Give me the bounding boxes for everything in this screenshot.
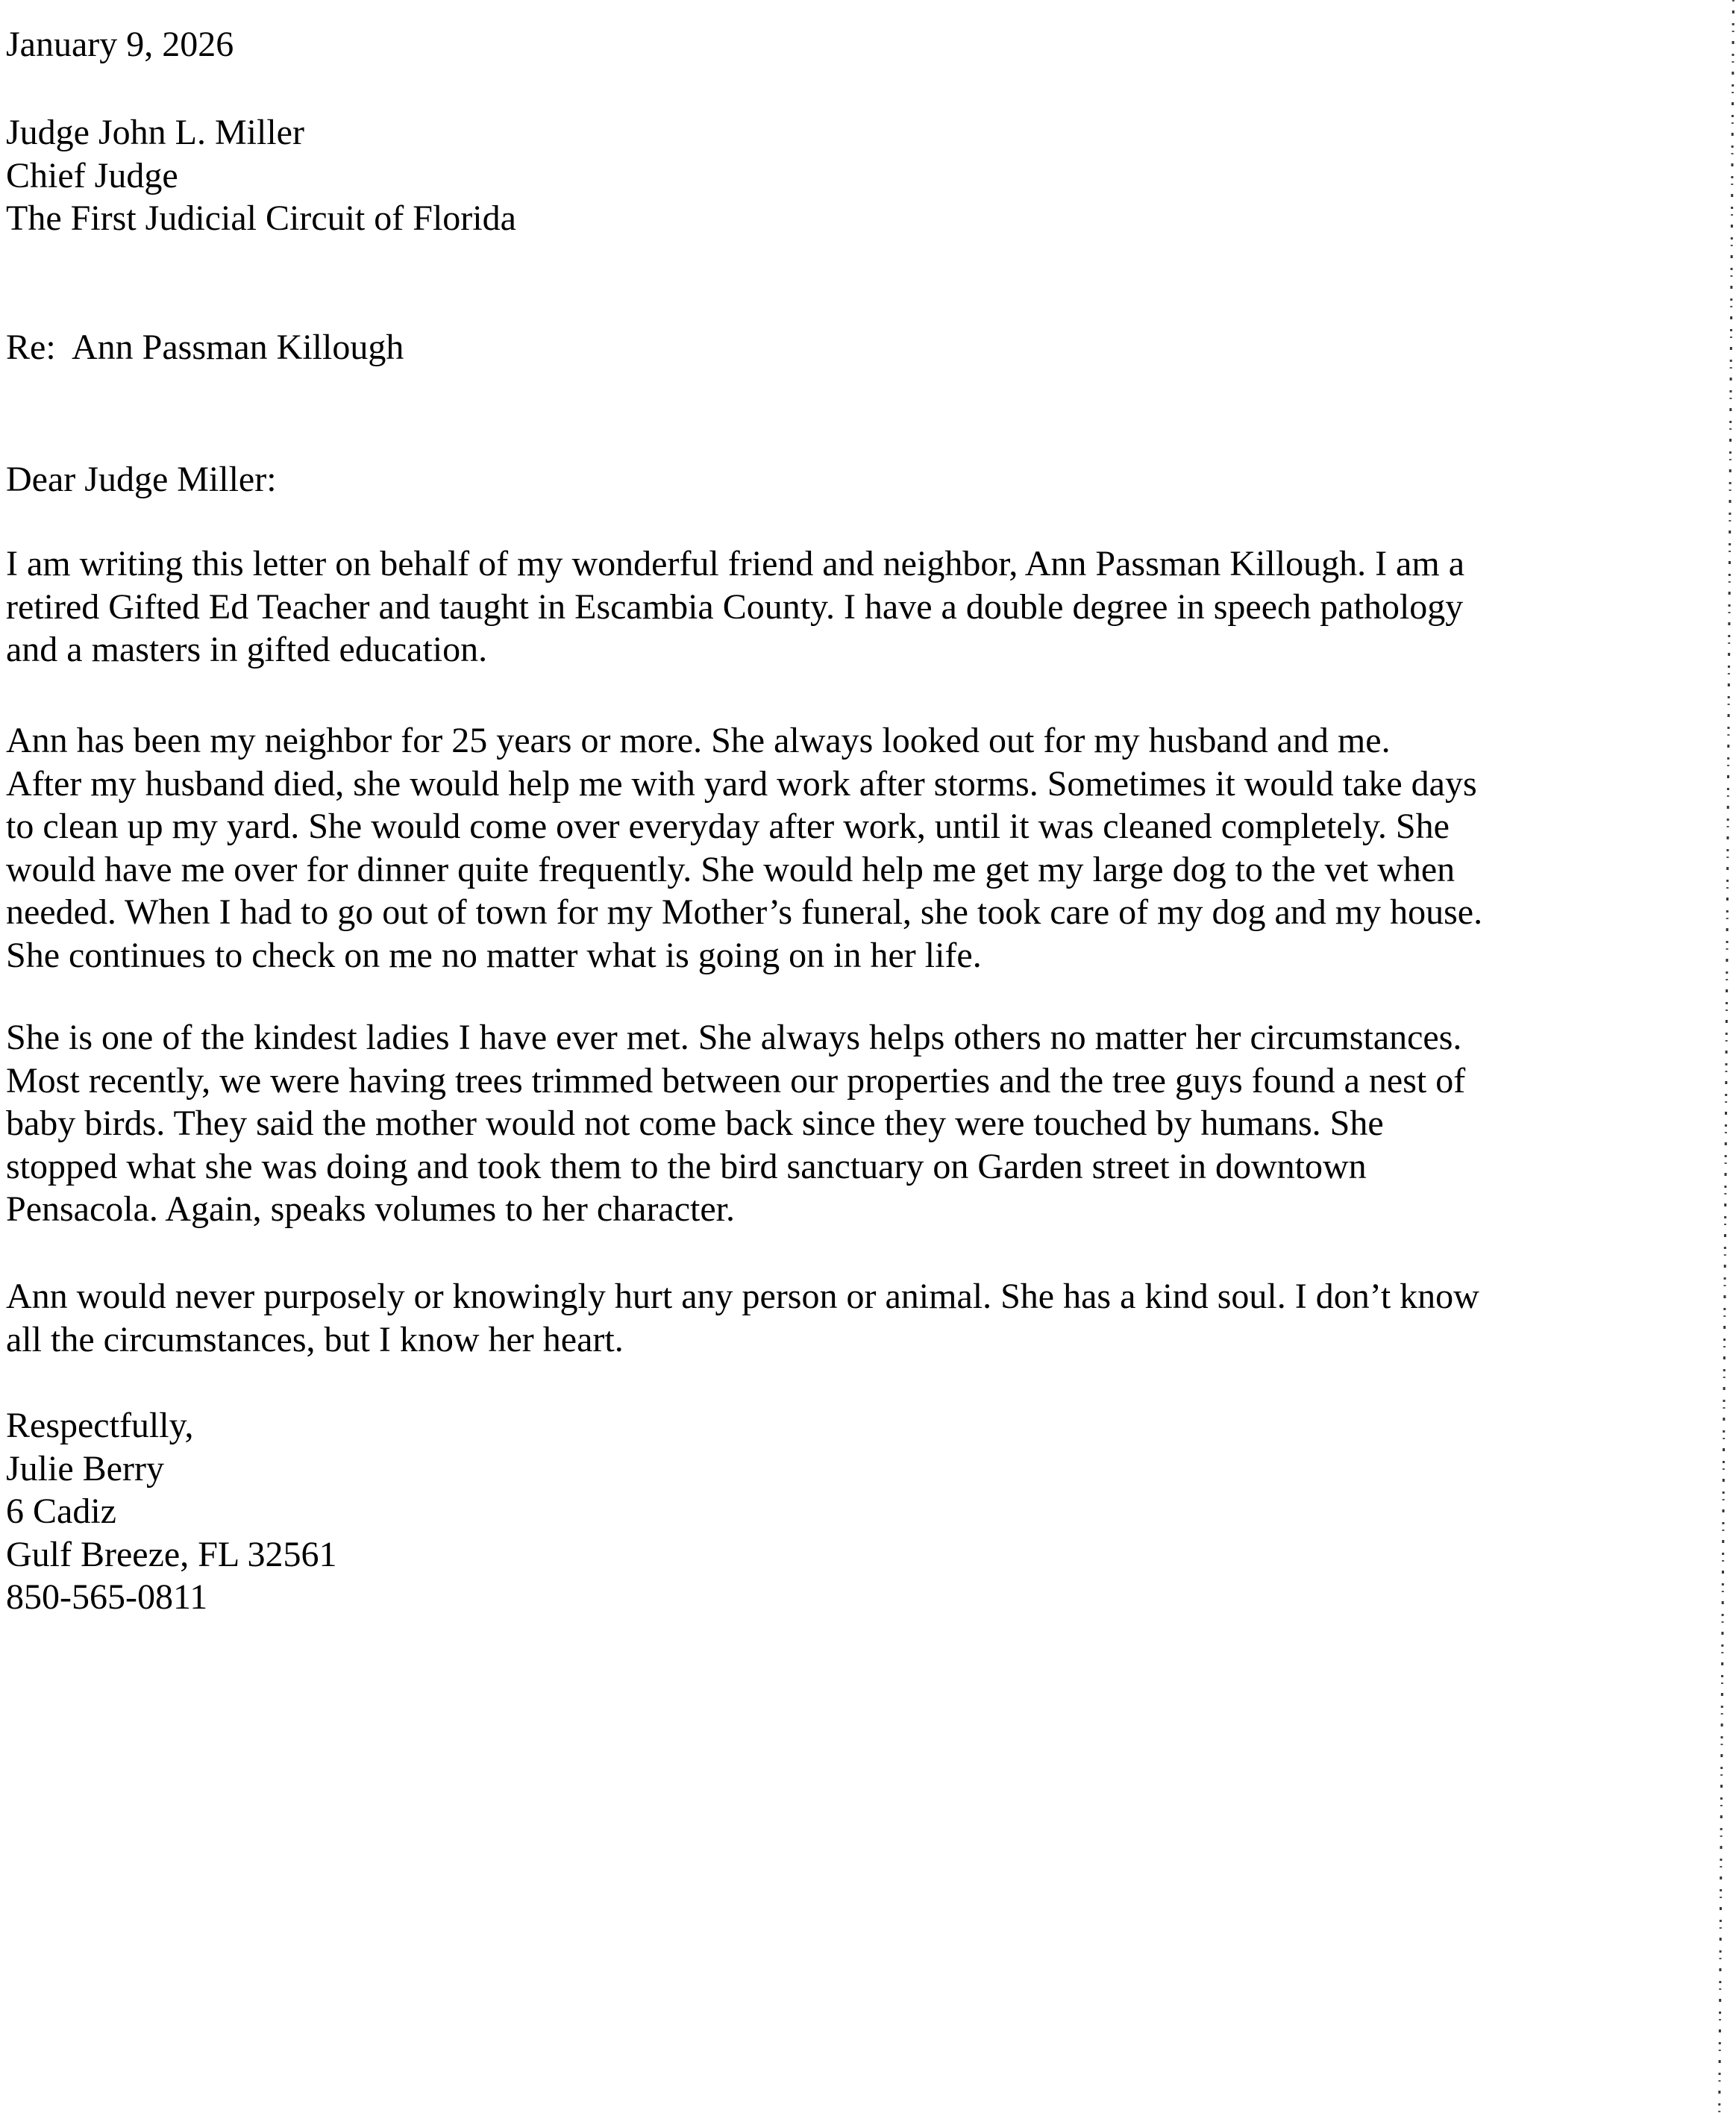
scan-edge-artifact bbox=[1718, 0, 1735, 2113]
body-line: She continues to check on me no matter what is going on in her life. bbox=[6, 935, 982, 975]
body-paragraph-2 bbox=[6, 719, 1482, 977]
body-line: I am writing this letter on behalf of my wonderful friend and neighbor, Ann Passman Killough. I am a bbox=[6, 544, 1464, 583]
recipient-organization: The First Judicial Circuit of Florida bbox=[6, 198, 516, 238]
body-line: and a masters in gifted education. bbox=[6, 630, 488, 669]
body-line: Pensacola. Again, speaks volumes to her character. bbox=[6, 1189, 736, 1229]
body-line: would have me over for dinner quite frequently. She would help me get my large dog to the vet when bbox=[6, 849, 1455, 889]
body-line: Ann would never purposely or knowingly hurt any person or animal. She has a kind soul. I don’t know bbox=[6, 1277, 1479, 1316]
body-line: After my husband died, she would help me with yard work after storms. Sometimes it would take days bbox=[6, 763, 1477, 804]
letter-date: January 9, 2026 bbox=[6, 25, 234, 64]
body-line: baby birds. They said the mother would not come back since they were touched by humans. She bbox=[6, 1104, 1384, 1143]
signer-address-city: Gulf Breeze, FL 32561 bbox=[6, 1534, 337, 1574]
recipient-name: Judge John L. Miller bbox=[6, 113, 304, 152]
valediction: Respectfully, bbox=[6, 1406, 194, 1445]
recipient-block bbox=[6, 111, 516, 240]
body-paragraph-1 bbox=[6, 542, 1464, 672]
body-paragraph-4 bbox=[6, 1275, 1479, 1361]
body-paragraph-3 bbox=[6, 1016, 1465, 1231]
body-line: stopped what she was doing and took them to the bird sanctuary on Garden street in downtown bbox=[6, 1146, 1367, 1186]
body-line: retired Gifted Ed Teacher and taught in Escambia County. I have a double degree in speech pathology bbox=[6, 586, 1464, 627]
body-line: Ann has been my neighbor for 25 years or more. She always looked out for my husband and me. bbox=[6, 721, 1391, 760]
signer-phone: 850-565-0811 bbox=[6, 1577, 208, 1617]
salutation: Dear Judge Miller: bbox=[6, 460, 277, 499]
recipient-title: Chief Judge bbox=[6, 155, 178, 195]
body-line: to clean up my yard. She would come over everyday after work, until it was cleaned completely. She bbox=[6, 807, 1450, 846]
body-line: Most recently, we were having trees trimmed between our properties and the tree guys found a nest of bbox=[6, 1060, 1466, 1101]
signer-address-street: 6 Cadiz bbox=[6, 1491, 116, 1531]
body-line: She is one of the kindest ladies I have ever met. She always helps others no matter her circumstances. bbox=[6, 1018, 1462, 1057]
subject-line: Re: Ann Passman Killough bbox=[6, 328, 404, 367]
signature-block bbox=[6, 1404, 336, 1619]
signer-name: Julie Berry bbox=[6, 1448, 164, 1489]
body-line: needed. When I had to go out of town for my Mother’s funeral, she took care of my dog and my house. bbox=[6, 892, 1483, 932]
body-line: all the circumstances, but I know her heart. bbox=[6, 1319, 624, 1359]
